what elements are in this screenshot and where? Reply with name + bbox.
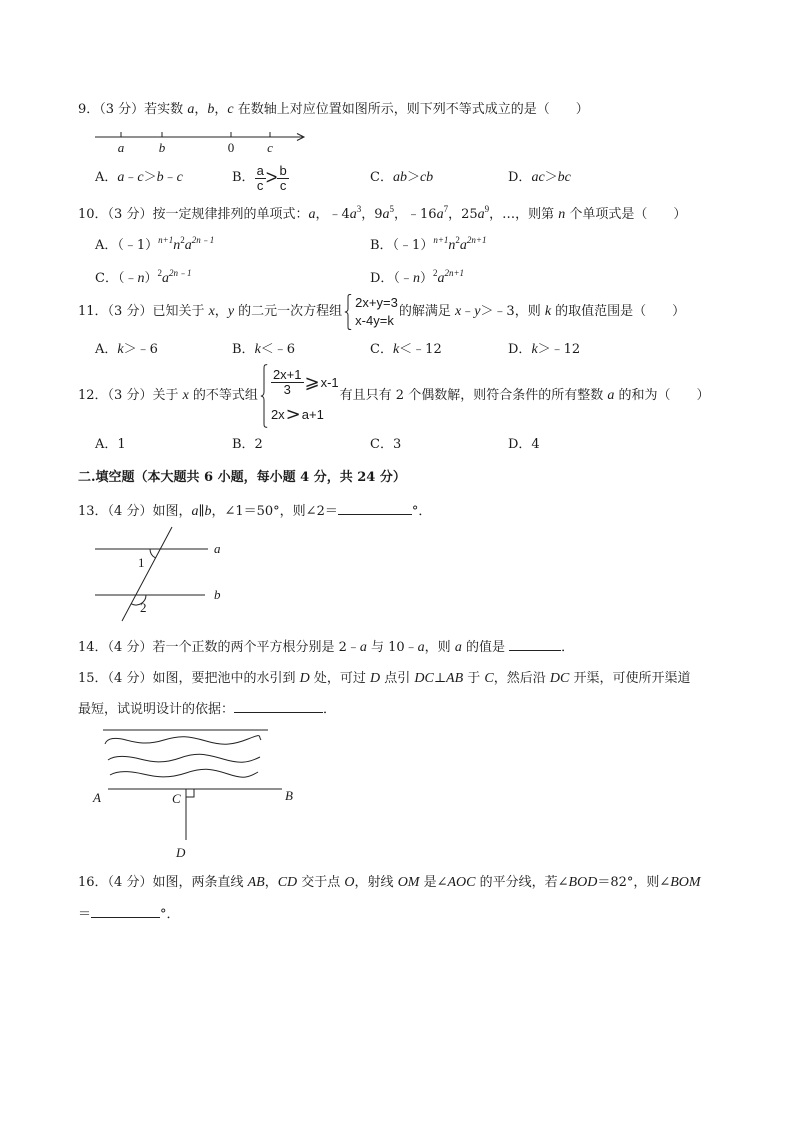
text-run: ＞﹣12 — [537, 342, 581, 357]
math-var: n — [448, 238, 456, 253]
text-run: 点引 — [380, 671, 415, 686]
inequality-rows — [268, 364, 339, 428]
text-run: 与 10﹣ — [366, 640, 418, 655]
text-run: ＝ — [78, 907, 92, 922]
math-var: k — [117, 342, 124, 357]
text-run: 个单项式是（ ） — [565, 207, 687, 222]
math-var: AB — [446, 671, 464, 686]
answer-blank — [338, 501, 412, 515]
q12-option-a — [95, 436, 126, 454]
label-a: a — [117, 140, 125, 155]
math-var: a — [436, 207, 444, 222]
exponent: 5 — [389, 204, 395, 214]
right-side: x-1 — [320, 374, 339, 390]
option-label: C． — [370, 170, 393, 185]
text-run: ＜﹣6 — [260, 342, 296, 357]
text-run: ） — [144, 271, 158, 286]
equation-system — [344, 294, 398, 330]
equation-rows — [352, 294, 398, 330]
q9-option-c — [370, 169, 433, 187]
math-var: a — [454, 640, 462, 655]
text-run: 13．（4 分）如图， — [78, 504, 192, 519]
exponent: 3 — [356, 204, 362, 214]
math-var: b — [204, 504, 212, 519]
water-wave — [108, 754, 260, 762]
option-label: A． — [95, 170, 118, 185]
option-text: D．4 — [508, 437, 540, 452]
text-run: ＝82°，则∠ — [597, 875, 671, 890]
math-var: CD — [277, 875, 298, 890]
denominator: c — [256, 177, 264, 193]
math-var: ac — [531, 170, 545, 185]
text-run: 的二元一次方程组 — [234, 304, 343, 319]
option-text: C．3 — [370, 437, 402, 452]
math-var: DC — [549, 671, 570, 686]
math-var: k — [392, 342, 400, 357]
text-run: 14．（4 分）若一个正数的两个平方根分别是 2﹣ — [78, 640, 360, 655]
number-line-figure — [88, 126, 313, 156]
brace-icon — [344, 294, 352, 330]
math-var: BOM — [670, 875, 701, 890]
q11-option-d — [508, 341, 580, 359]
text-run: ，9 — [361, 207, 383, 222]
option-label: D． — [508, 342, 532, 357]
exponent: 2n+1 — [444, 268, 465, 278]
math-var: k — [254, 342, 261, 357]
label-line-b: b — [214, 587, 221, 602]
math-var: a — [161, 271, 169, 286]
math-var: a — [477, 207, 485, 222]
text-run: ﹣ — [461, 304, 475, 319]
text-run: ，∠1＝50°，则∠2＝ — [211, 504, 338, 519]
q12-option-b — [232, 436, 263, 454]
answer-blank — [234, 699, 323, 713]
answer-blank — [91, 904, 160, 918]
text-run: ，25 — [448, 207, 478, 222]
text-run: 16．（4 分）如图，两条直线 — [78, 875, 248, 890]
fraction — [277, 164, 288, 193]
exponent: 2n﹣1 — [168, 268, 192, 278]
text-run: ，射线 — [354, 875, 398, 890]
math-var: c — [137, 170, 144, 185]
inequality-system — [260, 364, 339, 428]
exponent: 7 — [443, 204, 449, 214]
label-zero: 0 — [227, 140, 235, 155]
math-var: O — [344, 875, 355, 890]
option-text: A．1 — [95, 437, 126, 452]
math-var: c — [227, 102, 234, 117]
math-var: y — [227, 304, 235, 319]
text-run: ，则 — [424, 640, 455, 655]
water-wave — [110, 769, 258, 777]
math-var: OM — [397, 875, 420, 890]
exponent: 2n+1 — [466, 235, 487, 245]
q10-option-a — [95, 237, 214, 255]
math-var: bc — [557, 170, 571, 185]
text-run: 有且只有 2 个偶数解，则符合条件的所有整数 — [339, 388, 608, 403]
math-var: x — [454, 304, 462, 319]
question-16-line-1 — [78, 874, 701, 892]
q11-option-b — [232, 341, 295, 359]
math-var: a — [417, 640, 425, 655]
q11-option-a — [95, 341, 158, 359]
text-run: 15．（4 分）如图，要把池中的水引到 — [78, 671, 300, 686]
text-run: 12．（3 分）关于 — [78, 388, 183, 403]
label-b: b — [158, 140, 166, 155]
brace-icon — [260, 364, 268, 428]
option-label: A．（﹣1） — [95, 238, 159, 253]
text-run: °． — [411, 504, 432, 519]
text-run: 处，可过 — [309, 671, 370, 686]
water-wave — [105, 736, 261, 745]
text-run: ． — [561, 640, 575, 655]
text-run: ﹣ — [124, 170, 138, 185]
math-var: AOC — [447, 875, 476, 890]
text-run: 的值是 — [461, 640, 510, 655]
text-run: 的解满足 — [398, 304, 455, 319]
question-11 — [78, 294, 685, 330]
exponent: 2 — [157, 268, 162, 278]
math-var: a — [308, 207, 316, 222]
angle-1-arc — [150, 549, 155, 558]
equation-1: 2x+y=3 — [355, 295, 398, 310]
math-var: D — [369, 671, 381, 686]
math-var: a — [359, 640, 367, 655]
math-var: a — [349, 207, 357, 222]
question-9 — [78, 101, 589, 119]
text-run: ＞﹣6 — [123, 342, 158, 357]
inequality-1 — [271, 368, 339, 397]
text-run: ． — [323, 702, 337, 717]
text-run: 9．（3 分）若实数 — [78, 102, 188, 117]
math-var: c — [176, 170, 183, 185]
math-var: b — [156, 170, 164, 185]
option-label: C．（﹣ — [95, 271, 138, 286]
relation: > — [285, 403, 301, 425]
math-var: a — [117, 170, 125, 185]
fraction — [271, 368, 304, 397]
relation: > — [265, 167, 278, 189]
math-var: k — [531, 342, 538, 357]
math-var: n — [137, 271, 145, 286]
denominator: 3 — [283, 382, 291, 398]
label-point-a: A — [93, 790, 101, 805]
text-run: ，然后沿 — [493, 671, 550, 686]
math-var: n — [412, 271, 420, 286]
exponent: 2n﹣1 — [191, 235, 215, 245]
math-var: C — [484, 671, 494, 686]
exponent: 9 — [484, 204, 490, 214]
text-run: 的和为（ ） — [614, 388, 710, 403]
equation-2: x-4y=k — [355, 313, 394, 328]
question-15-line-2 — [78, 699, 336, 719]
math-var: a — [191, 504, 199, 519]
math-var: BOD — [568, 875, 598, 890]
option-label: C． — [370, 342, 393, 357]
math-var: AB — [247, 875, 265, 890]
text-run: ，﹣16 — [394, 207, 437, 222]
text-run: 11．（3 分）已知关于 — [78, 304, 209, 319]
math-var: b — [207, 102, 215, 117]
q9-option-d — [508, 169, 571, 187]
text-run: 于 — [463, 671, 485, 686]
label-angle-1: 1 — [138, 555, 145, 570]
math-var: DC — [414, 671, 434, 686]
exponent: 2 — [455, 235, 460, 245]
text-run: ） — [419, 271, 433, 286]
text-run: ， — [194, 102, 208, 117]
exponent: n+1 — [433, 235, 449, 245]
math-var: a — [437, 271, 445, 286]
text-run: ＜﹣12 — [399, 342, 442, 357]
text-run: ， — [214, 304, 228, 319]
math-var: n — [558, 207, 566, 222]
denominator: c — [279, 177, 287, 193]
label-point-d: D — [176, 845, 186, 860]
question-13 — [78, 501, 431, 521]
text-run: ﹣ — [163, 170, 177, 185]
fraction — [255, 164, 266, 193]
math-var: x — [182, 388, 189, 403]
section-title: 二.填空题（本大题共 6 小题，每小题 4 分，共 24 分） — [78, 470, 406, 485]
text-run: ，…，则第 — [489, 207, 559, 222]
q9-option-a — [95, 169, 183, 187]
q10-option-d — [370, 270, 464, 288]
math-var: a — [382, 207, 390, 222]
label-point-b: B — [285, 788, 293, 803]
canal-figure — [88, 722, 303, 862]
parallel-lines-figure — [88, 520, 238, 626]
math-var: ab — [392, 170, 407, 185]
label-point-c: C — [172, 791, 181, 806]
text-run: ＞ — [143, 170, 157, 185]
right-angle-mark — [186, 789, 194, 797]
text-run: 是∠ — [419, 875, 448, 890]
math-var: y — [474, 304, 481, 319]
text-run: ⊥ — [433, 671, 447, 686]
math-var: k — [544, 304, 552, 319]
relation: ⩾ — [304, 371, 320, 393]
brace-path — [261, 365, 267, 428]
option-label: D． — [508, 170, 532, 185]
exponent: n+1 — [158, 235, 174, 245]
numerator: a — [256, 162, 264, 178]
text-run: 的不等式组 — [188, 388, 258, 403]
math-var: cb — [419, 170, 434, 185]
transversal-line — [122, 527, 172, 621]
question-16-line-2 — [78, 904, 180, 924]
numerator: b — [279, 162, 287, 178]
text-run: ，﹣4 — [315, 207, 350, 222]
text-run: ＞﹣3，则 — [480, 304, 545, 319]
label-c: c — [267, 140, 273, 155]
q11-option-c — [370, 341, 442, 359]
exponent: 2 — [180, 235, 185, 245]
math-var: n — [173, 238, 181, 253]
question-15-line-1 — [78, 670, 691, 688]
numerator: 2x+1 — [272, 367, 302, 383]
math-var: a — [187, 102, 195, 117]
text-run: 在数轴上对应位置如图所示，则下列不等式成立的是（ ） — [233, 102, 589, 117]
text-run: 10．（3 分）按一定规律排列的单项式： — [78, 207, 309, 222]
option-label: B．（﹣1） — [370, 238, 434, 253]
math-var: x — [208, 304, 215, 319]
q10-option-b — [370, 237, 486, 255]
label-angle-2: 2 — [140, 600, 147, 615]
answer-blank — [509, 637, 561, 651]
math-var: a — [184, 238, 192, 253]
question-12 — [78, 364, 709, 428]
option-label: A． — [95, 342, 118, 357]
brace-path — [345, 294, 351, 329]
math-var: D — [299, 671, 310, 686]
option-label: B． — [232, 342, 255, 357]
option-label: B． — [232, 170, 255, 185]
q9-option-b — [232, 162, 289, 194]
text-run: 交于点 — [297, 875, 345, 890]
math-var: a — [607, 388, 615, 403]
text-run: °． — [160, 907, 180, 922]
text-run: ， — [214, 102, 228, 117]
q12-option-c — [370, 436, 401, 454]
label-line-a: a — [214, 541, 221, 556]
section-heading — [78, 469, 406, 487]
text-run: ∥ — [198, 504, 205, 519]
left-side: 2x — [270, 406, 285, 422]
option-label: D．（﹣ — [370, 271, 413, 286]
exponent: 2 — [432, 268, 438, 278]
question-10 — [78, 206, 686, 224]
text-run: ＞ — [544, 170, 558, 185]
text-run: 的取值范围是（ ） — [551, 304, 686, 319]
q12-option-d — [508, 436, 540, 454]
option-text: B．2 — [232, 437, 263, 452]
question-14 — [78, 637, 574, 657]
math-var: a — [459, 238, 467, 253]
text-run: 开渠，可使所开渠道 — [569, 671, 691, 686]
text-run: 的平分线，若∠ — [475, 875, 569, 890]
q10-option-c — [95, 270, 191, 288]
text-run: 最短，试说明设计的依据： — [78, 702, 235, 717]
right-side: a+1 — [301, 406, 324, 422]
text-run: ＞ — [406, 170, 420, 185]
text-run: ， — [264, 875, 278, 890]
inequality-2 — [270, 403, 339, 425]
